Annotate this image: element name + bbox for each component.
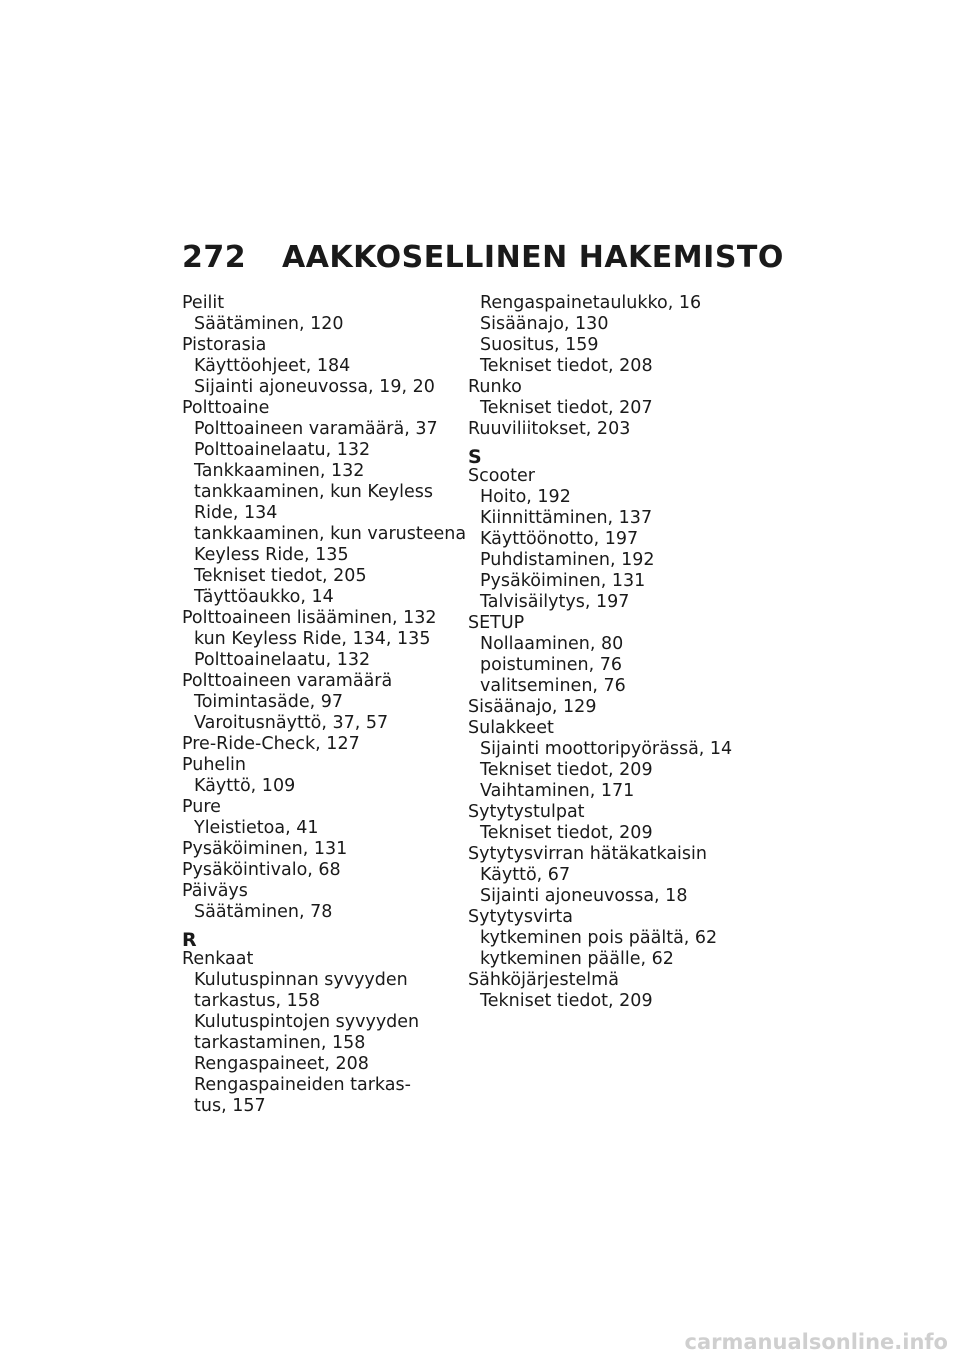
index-entry: Polttoaine [182,398,270,418]
index-subentry: Suositus, 159 [480,335,599,355]
index-subentry: Käyttöohjeet, 184 [194,356,351,376]
index-entry: Sulakkeet [468,718,554,738]
page-title: AAKKOSELLINEN HAKEMISTO [282,240,784,275]
index-entry: Pre-Ride-Check, 127 [182,734,360,754]
index-subentry: valitseminen, 76 [480,676,626,696]
index-subentry: Toimintasäde, 97 [194,692,343,712]
index-subentry: poistuminen, 76 [480,655,622,675]
index-section-letter: R [182,929,197,951]
index-entry: Renkaat [182,949,254,969]
index-subentry: Tekniset tiedot, 205 [194,566,367,586]
index-entry: Sytytysvirta [468,907,574,927]
index-subentry: Yleistietoa, 41 [194,818,319,838]
index-subentry: Polttoainelaatu, 132 [194,650,371,670]
page-header [182,240,784,275]
index-entry: Ruuviliitokset, 203 [468,419,631,439]
index-subentry: Rengaspainetaulukko, 16 [480,293,702,313]
index-subentry: Pysäköiminen, 131 [480,571,646,591]
index-entry: Sytytysvirran hätäkatkaisin [468,844,707,864]
index-entry: Sytytystulpat [468,802,585,822]
index-subentry: Polttoaineen varamäärä, 37 [194,419,438,439]
index-entry: SETUP [468,613,525,633]
index-subentry: Säätäminen, 120 [194,314,344,334]
index-section-letter: S [468,446,482,468]
index-subentry: Käyttö, 67 [480,865,571,885]
index-subentry: Rengaspaineiden tarkas- [194,1075,411,1095]
index-subentry: Sijainti ajoneuvossa, 18 [480,886,688,906]
index-subentry: kytkeminen päälle, 62 [480,949,674,969]
index-entry: Puhelin [182,755,247,775]
watermark: carmanualsonline.info [684,1330,948,1354]
index-subentry: tankkaaminen, kun varusteena [194,524,467,544]
index-subentry: Säätäminen, 78 [194,902,333,922]
index-subentry: tarkastus, 158 [194,991,321,1011]
index-subentry: Käyttö, 109 [194,776,296,796]
index-subentry: Tekniset tiedot, 207 [480,398,653,418]
index-subentry: Rengaspaineet, 208 [194,1054,369,1074]
index-entry: Päiväys [182,881,248,901]
index-subentry: Sijainti moottoripyörässä, 14 [480,739,733,759]
index-subentry: Tekniset tiedot, 209 [480,823,653,843]
index-subentry: tus, 157 [194,1096,266,1116]
index-subentry: tankkaaminen, kun Keyless [194,482,434,502]
index-subentry: Puhdistaminen, 192 [480,550,655,570]
index-subentry: Tankkaaminen, 132 [194,461,365,481]
index-entry: Pysäköintivalo, 68 [182,860,341,880]
index-entry: Polttoaineen lisääminen, 132 [182,608,437,628]
index-subentry: Talvisäilytys, 197 [480,592,630,612]
index-subentry: Polttoainelaatu, 132 [194,440,371,460]
index-subentry: kun Keyless Ride, 134, 135 [194,629,431,649]
index-subentry: Kiinnittäminen, 137 [480,508,653,528]
index-entry: Peilit [182,293,225,313]
index-column-right [468,293,758,1012]
index-subentry: Keyless Ride, 135 [194,545,349,565]
index-entry: Polttoaineen varamäärä [182,671,393,691]
index-entry: Sähköjärjestelmä [468,970,619,990]
index-subentry: Täyttöaukko, 14 [194,587,334,607]
index-entry: Sisäänajo, 129 [468,697,597,717]
index-subentry: Tekniset tiedot, 208 [480,356,653,376]
index-subentry: Tekniset tiedot, 209 [480,760,653,780]
index-entry: Runko [468,377,522,397]
index-subentry: Sijainti ajoneuvossa, 19, 20 [194,377,435,397]
index-entry: Pistorasia [182,335,267,355]
index-subentry: Käyttöönotto, 197 [480,529,639,549]
index-subentry: Kulutuspinnan syvyyden [194,970,408,990]
index-entry: Pysäköiminen, 131 [182,839,348,859]
index-subentry: Varoitusnäyttö, 37, 57 [194,713,389,733]
index-entry: Scooter [468,466,535,486]
page-number: 272 [182,240,247,275]
index-subentry: Kulutuspintojen syvyyden [194,1012,420,1032]
index-subentry: Nollaaminen, 80 [480,634,624,654]
index-column-left [182,293,472,1117]
index-subentry: tarkastaminen, 158 [194,1033,366,1053]
index-subentry: Ride, 134 [194,503,278,523]
index-subentry: Tekniset tiedot, 209 [480,991,653,1011]
index-subentry: Sisäänajo, 130 [480,314,609,334]
index-subentry: Vaihtaminen, 171 [480,781,635,801]
index-entry: Pure [182,797,221,817]
index-subentry: Hoito, 192 [480,487,571,507]
index-subentry: kytkeminen pois päältä, 62 [480,928,718,948]
